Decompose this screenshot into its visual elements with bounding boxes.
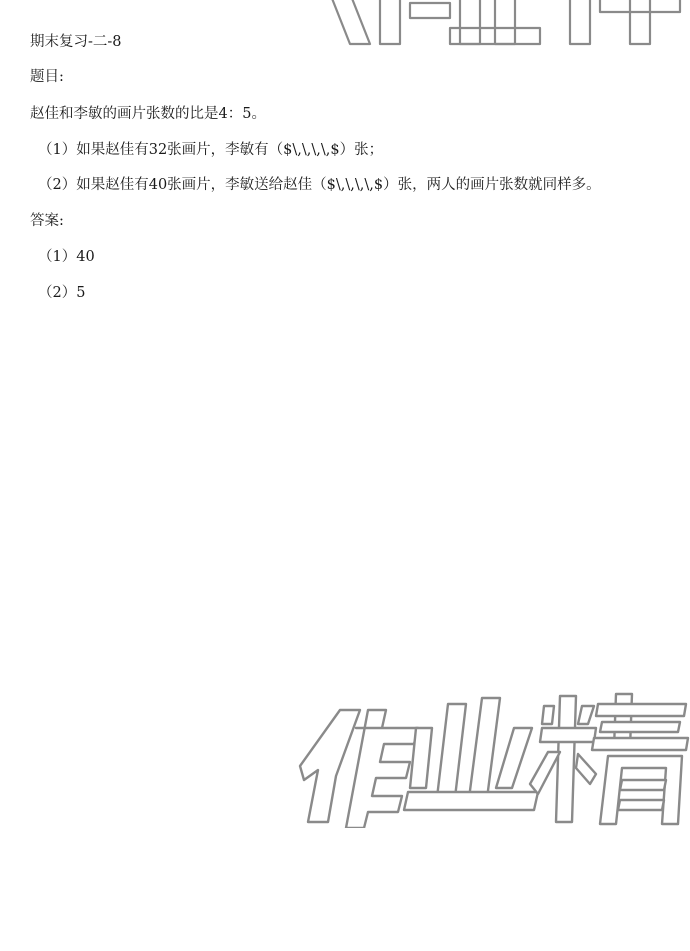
document-title: 期末复习-二-8 [30,34,122,50]
answer-label: 答案: [30,213,64,229]
sub-question-1: （1）如果赵佳有32张画片，李敏有（$\,\,\,\,$）张； [38,142,384,158]
question-label: 题目: [30,69,64,85]
answer-2: （2）5 [38,285,86,301]
answer-1: （1）40 [38,249,95,265]
question-stem: 赵佳和李敏的画片张数的比是4：5。 [30,106,266,122]
sub-question-2: （2）如果赵佳有40张画片，李敏送给赵佳（$\,\,\,\,$）张，两人的画片张数就同样多。 [38,177,601,193]
watermark-top [300,0,690,48]
watermark-bottom [298,688,690,828]
